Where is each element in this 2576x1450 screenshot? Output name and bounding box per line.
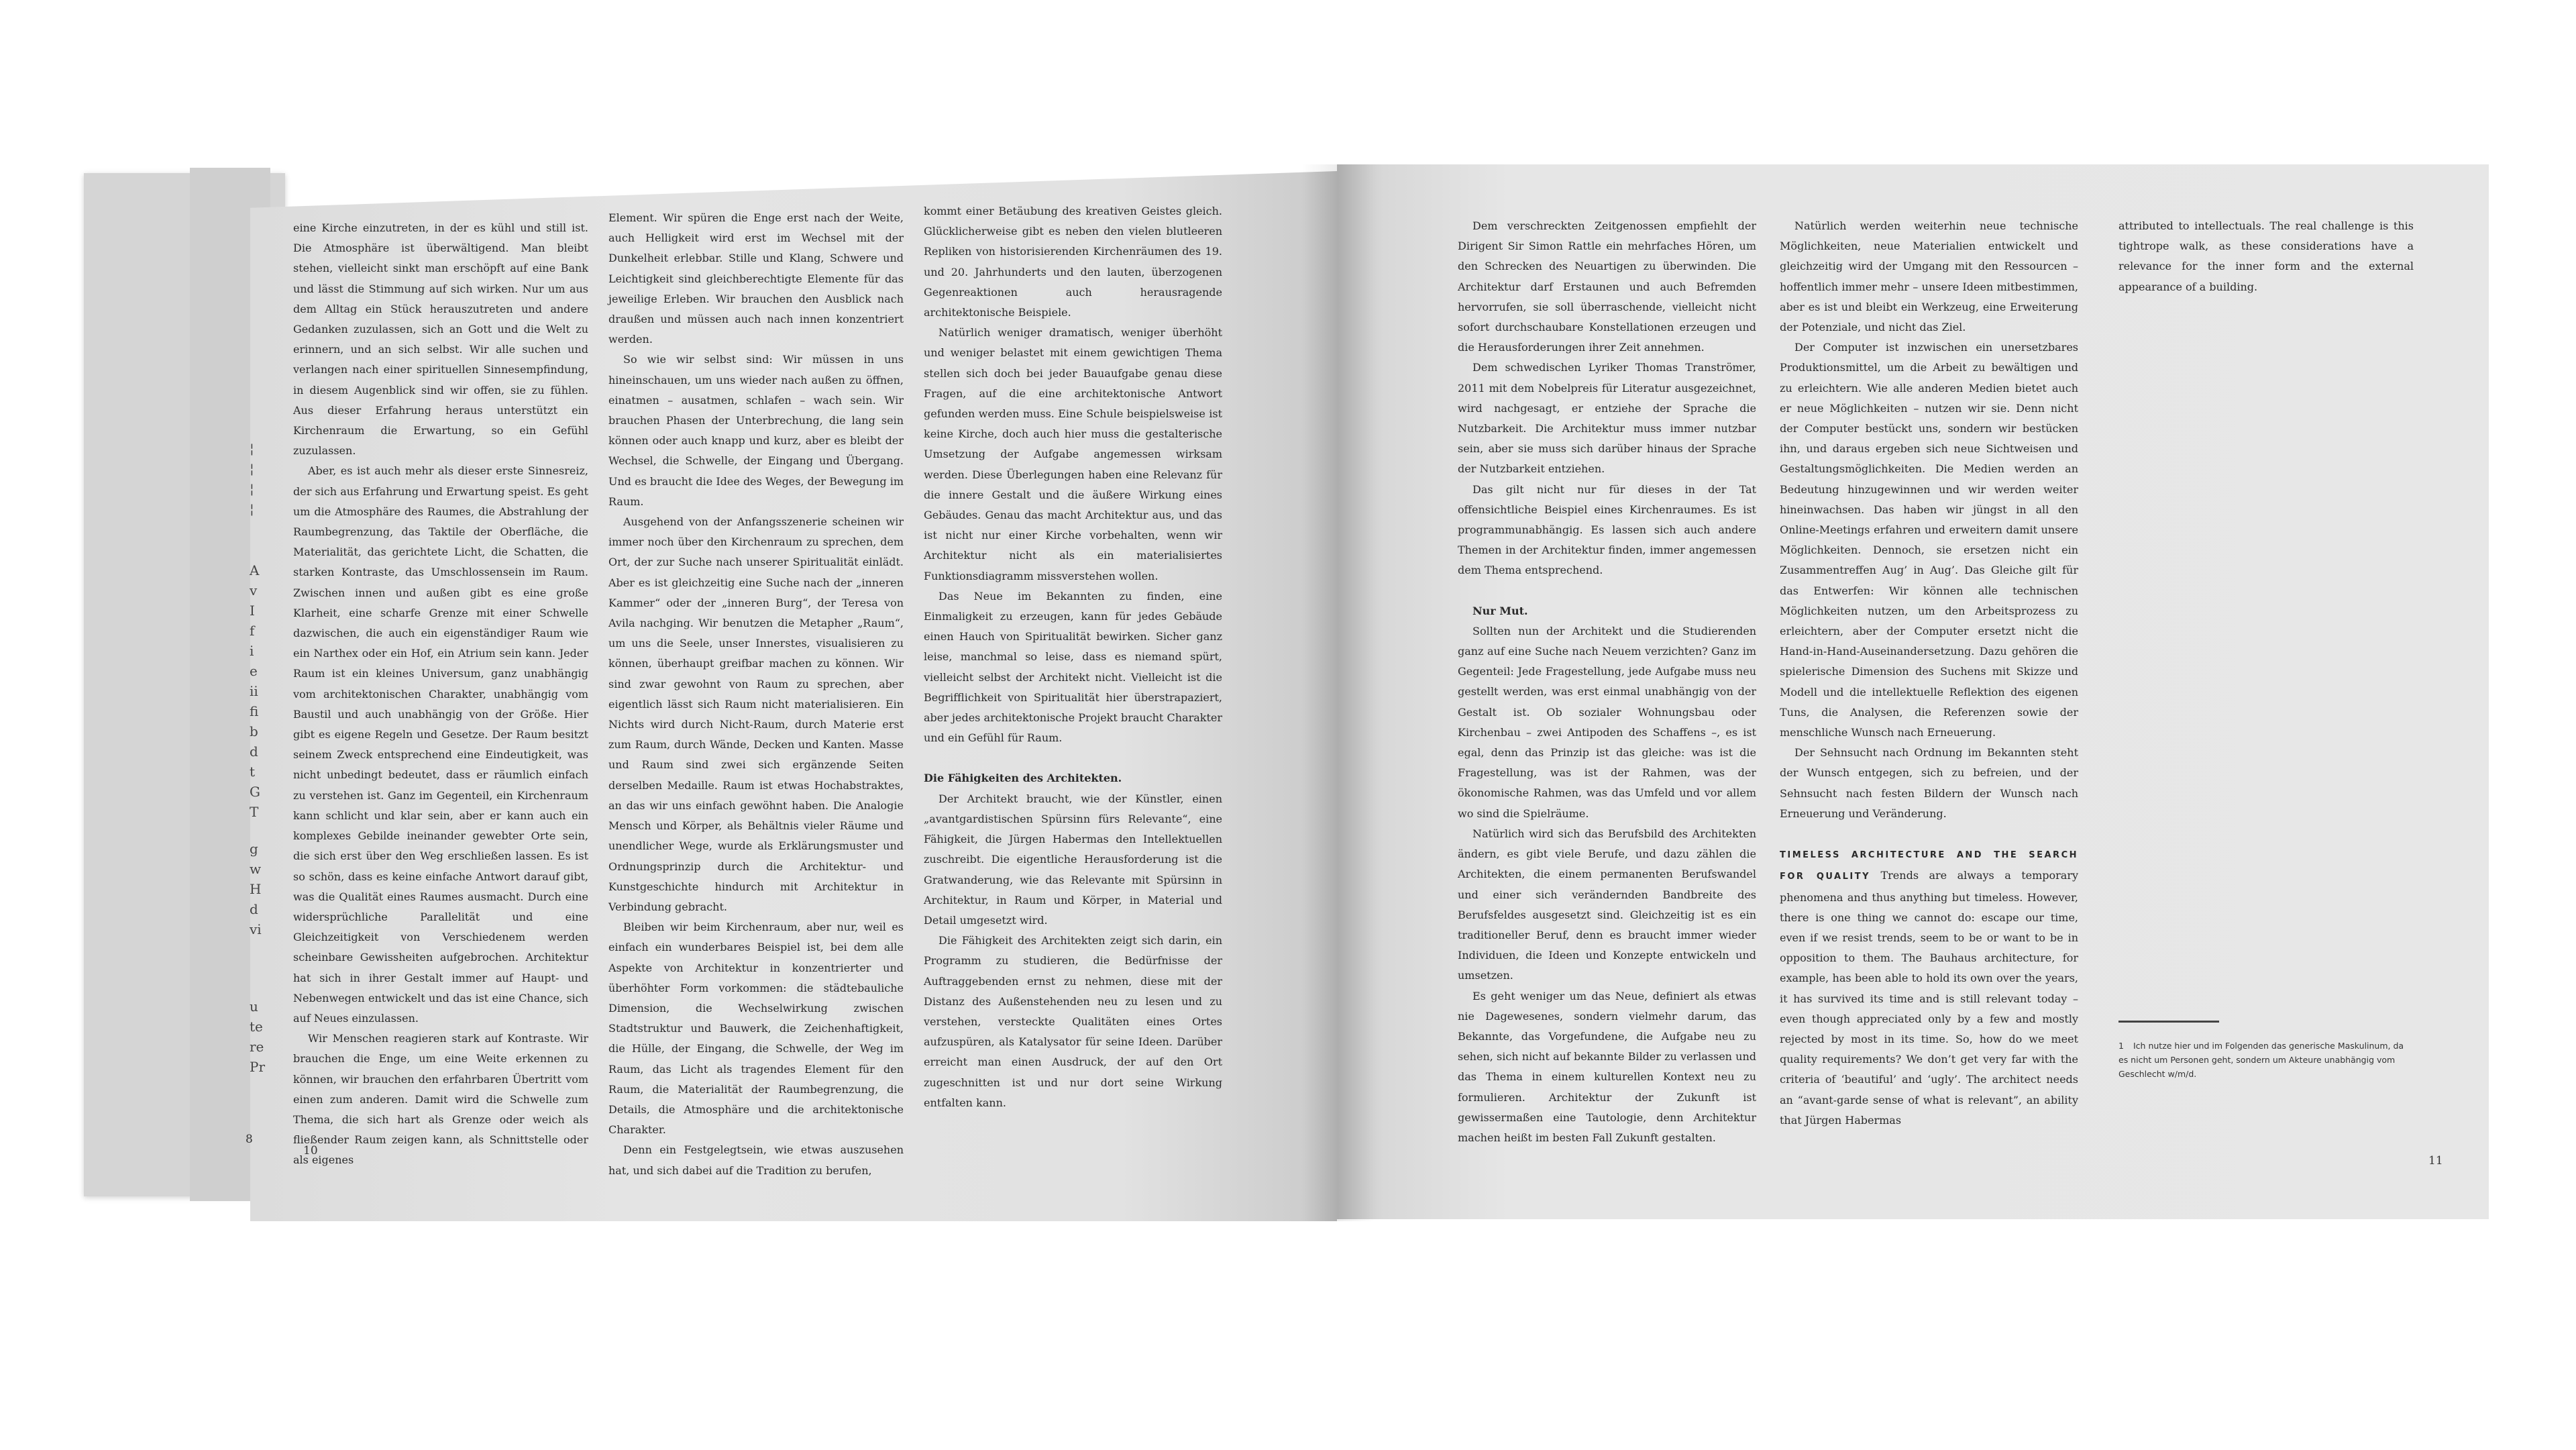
paragraph: Natürlich wird sich das Berufsbild des Architekten ändern, es gibt viele Berufe, und dazu zählen die Architekten, die einem permanenten Berufswandel und einer sich verändernden Bandbreite des Berufsfeldes ausgesetzt sind. Gleichzeitig ist es ein traditioneller Beruf, denn es braucht immer wieder Individuen, die Ideen und Konzepte entwickeln und umsetzen. <box>1458 827 1756 982</box>
under-page-fragment: ¦ <box>250 501 254 517</box>
under-page-fragment: w <box>250 861 262 877</box>
page-number-right: 11 <box>2428 1154 2443 1168</box>
paragraph: Die Fähigkeit des Architekten zeigt sich darin, ein Programm zu studieren, die Bedürfnisse der Auftraggebenden ernst zu nehmen, diese mit der Distanz des Außenstehenden neu zu lesen und zu verstehen, versteckte Qualitäten eines Ortes aufzuspüren, als Katalysator für seine Ideen. Darüber erreicht man einen Ausdruck, der auf den Ort zugeschnitten ist und nur dort seine Wirkung entfalten kann. <box>924 934 1222 1109</box>
paragraph: Dem schwedischen Lyriker Thomas Tranströmer, 2011 mit dem Nobelpreis für Literatur ausgezeichnet, wird nachgesagt, er entziehe der Sprache die Nutzbarkeit. Die Architektur muss immer nutzbar sein, aber sie muss sich darüber hinaus der Sprache der Nutzbarkeit entziehen. <box>1458 361 1756 476</box>
under-page-fragment: i <box>250 643 254 659</box>
paragraph: Aber, es ist auch mehr als dieser erste Sinnesreiz, der sich aus Erfahrung und Erwartung speist. Es geht um die Atmosphäre des Raumes, die Abstrahlung der Raumbegrenzung, das Taktile der Oberfläche, die Materialität, das gerichtete Licht, die Schatten, die starken Kontraste, das Umschlossensein im Raum. Zwischen innen und außen gibt es eine große Klarheit, eine scharfe Grenze mit einer Schwelle dazwischen, die auch ein eigenständiger Raum wie ein Narthex oder ein Hof, ein Atrium sein kann. Jeder Raum ist ein kleines Universum, ganz unabhängig vom architektonischen Charakter, unabhängig vom Baustil und auch unabhängig von der Größe. Hier gibt es eigene Regeln und Gesetze. Der Raum besitzt seinem Zweck entsprechend eine Eindeutigkeit, was nicht unbedingt bedeutet, dass er räumlich einfach zu verstehen ist. Ganz im Gegenteil, ein Kirchenraum kann schlicht und klar sein, aber er kann auch ein komplexes Gebilde ineinander gewebter Orte sein, die sich erst über den Weg erschließen lassen. Es ist so schön, dass es keine einfache Antwort darauf gibt, was die Qualität eines Raumes ausmacht. Durch eine widersprüchliche Parallelität und eine Gleichzeitigkeit von Verschiedenem werden scheinbare Gewissheiten aufgebrochen. Architektur hat sich in ihrer Gestalt immer auf Haupt- und Nebenwegen entwickelt und das ist eine Chance, sich auf Neues einzulassen. <box>293 464 588 1025</box>
paragraph: Ausgehend von der Anfangsszenerie scheinen wir immer noch über den Kirchenraum zu sprechen, dem Ort, der zur Suche nach unserer Spiritualität einlädt. Aber es ist gleichzeitig eine Suche nach der „inneren Kammer“ oder der „inneren Burg“, der Teresa von Avila nachging. Wir benutzen die Metapher „Raum“, um uns die Seele, unser Innerstes, visualisieren zu können, überhaupt greifbar machen zu können. Wir sind zwar gewohnt von Raum zu sprechen, aber eigentlich lässt sich Raum nicht materialisieren. Ein Nichts wird durch Nicht-Raum, durch Materie erst zum Raum, durch Wände, Decken und Kanten. Masse und Raum sind zwei sich ergänzende Seiten derselben Medaille. Raum ist etwas Hochabstraktes, an das wir uns einfach gewöhnt haben. Die Analogie Mensch und Körper, als Behältnis vieler Räume und unendlicher Wege, wurde als Erklärungsmuster und Ordnungsprinzip durch die Architektur- und Kunstgeschichte hindurch mit Architektur in Verbindung gebracht. <box>608 515 904 913</box>
under-page-fragment: t <box>250 764 256 780</box>
paragraph: Wir Menschen reagieren stark auf Kontraste. Wir brauchen die Enge, um eine Weite erkennen zu können, wir brauchen den erfahrbaren Übertritt vom einen zum anderen. Damit wird die Schwelle zum Thema, die sich hart als Grenze oder weich als fließender Raum zeigen kann, als Schnittstelle oder als eigenes <box>293 1032 588 1167</box>
page-number-left: 10 <box>303 1144 318 1157</box>
under-page-fragment: e <box>250 663 258 679</box>
section-heading: Nur Mut. <box>1472 604 1528 617</box>
paragraph: Es geht weniger um das Neue, definiert als etwas nie Dagewesenes, sondern vielmehr darum, das Bekannte, das Vorgefundene, die Aufgabe neu zu sehen, sich nicht auf bekannte Bilder zu verlassen und das Thema in einem kulturellen Kontext neu zu formulieren. Architektur der Zukunft ist gewissermaßen eine Tautologie, denn Architektur machen heißt im besten Fall Zukunft gestalten. <box>1458 989 1756 1144</box>
under-page-fragment: I <box>250 603 255 619</box>
paragraph: Der Computer ist inzwischen ein unersetzbares Produktionsmittel, um die Arbeit zu bewältigen und zu erleichtern. Wie alle anderen Medien bietet auch er neue Möglichkeiten – nutzen wir sie. Denn nicht der Computer bestückt uns, sondern wir bestücken ihn, und daraus ergeben sich neue Sichtweisen und Gestaltungsmöglichkeiten. Die Medien werden an Bedeutung hinzugewinnen und wir werden weiter hineinwachsen. Das haben wir jüngst in all den Online-Meetings erfahren und erweitern damit unsere Möglichkeiten. Dennoch, sie ersetzen nicht ein Zusammentreffen Aug’ in Aug’. Das Gleiche gilt für das Entwerfen: Wir können alle technischen Möglichkeiten nutzen, um den Arbeitsprozess zu erleichtern, aber der Computer ersetzt nicht die Hand-in-Hand-Auseinandersetzung. Dazu gehören die spielerische Dimension des Suchens mit Skizze und Modell und die intellektuelle Reflektion des eigenen Tuns, die Analysen, die Referenzen sowie der menschliche Wunsch nach Erneuerung. <box>1780 341 2078 739</box>
paragraph: attributed to intellectuals. The real challenge is this tightrope walk, as these considerations have a relevance for the inner form and the external appearance of a building. <box>2118 219 2414 293</box>
paragraph: Bleiben wir beim Kirchenraum, aber nur, weil es einfach ein wunderbares Beispiel ist, bei dem alle Aspekte von Architektur in konzentrierter und überhöhter Form vorkommen: die städtebauliche Dimension, die Wechselwirkung zwischen Stadtstruktur und Bauwerk, die Zeichenhaftigkeit, die Hülle, der Eingang, die Schwelle, der Weg im Raum, das Licht als tragendes Element für den Raum, die Materialität der Raumbegrenzung, die Details, die Atmosphäre und die architektonische Charakter. <box>608 921 904 1137</box>
under-page-fragment: g <box>250 841 258 857</box>
paragraph: Der Sehnsucht nach Ordnung im Bekannten steht der Wunsch entgegen, sich zu befreien, und der Sehnsucht nach festen Bildern der Wunsch nach Erneuerung und Veränderung. <box>1780 746 2078 820</box>
text-column-4 <box>1458 216 1756 1148</box>
english-paragraph: Trends are always a temporary phenomena and thus anything but timeless. However, there is one thing we cannot do: escape our time, even if we resist trends, seem to be or want to be in opposition to them. The Bauhaus architecture, for example, has been able to hold its own over the years, it has survived its time and is still relevant today – even though appreciated only by a few and mostly rejected by most in its time. So, how do we meet quality requirements? We don’t get very far with the criteria of ‘beautiful’ and ‘ugly’. The architect needs an “avant-garde sense of what is relevant”, an ability that Jürgen Habermas <box>1780 869 2079 1127</box>
under-page-fragment: u <box>250 998 258 1015</box>
text-column-3 <box>924 201 1222 1113</box>
under-page-fragment: T <box>250 804 259 820</box>
paragraph: Natürlich weniger dramatisch, weniger überhöht und weniger belastet mit einem gewichtigen Thema stellen sich doch bei jeder Bauaufgabe genau diese Fragen, auf die eine architektonische Antwort gefunden werden muss. Eine Schule beispielsweise ist keine Kirche, doch auch hier muss die gestalterische Umsetzung der Aufgabe angemessen wirksam werden. Diese Überlegungen haben eine Relevanz für die innere Gestalt und die äußere Wirkung eines Gebäudes. Genau das macht Architektur aus, und das ist nicht nur einer Kirche vorbehalten, wenn wir Architektur nicht als ein materialisiertes Funktionsdiagramm missverstehen wollen. <box>924 326 1222 582</box>
under-page-fragment: ¦ <box>250 460 254 476</box>
paragraph: So wie wir selbst sind: Wir müssen in uns hineinschauen, um uns wieder nach außen zu öffnen, einatmen – ausatmen, schlafen – wach sein. Wir brauchen Phasen der Unterbrechung, die lang sein können oder auch knapp und kurz, aber es bleibt der Wechsel, die Schwelle, der Eingang und Übergang. Und es braucht die Idee des Weges, der Bewegung im Raum. <box>608 353 904 508</box>
under-page-fragment: ¦ <box>250 480 254 497</box>
footnote-text: Ich nutze hier und im Folgenden das generische Maskulinum, da es nicht um Personen geht, sondern um Akteure unabhängig vom Geschlecht w/m/d. <box>2118 1041 2404 1079</box>
paragraph: Das Neue im Bekannten zu finden, eine Einmaligkeit zu erzeugen, kann für jedes Gebäude einen Hauch von Spiritualität bewirken. Sicher ganz leise, manchmal so leise, dass es niemand spürt, vielleicht selbst der Architekt nicht. Vielleicht ist die Begrifflichkeit von Spiritualität hier überstrapaziert, aber jedes architektonische Projekt braucht Charakter und ein Gefühl für Raum. <box>924 589 1222 745</box>
paragraph <box>1780 844 2078 1131</box>
under-page-fragment: ii <box>250 683 258 699</box>
english-section-heading: TIMELESS ARCHITECTURE AND THE SEARCH FOR QUALITY <box>1780 850 2078 882</box>
under-page-fragment: H <box>250 881 262 897</box>
paragraph: eine Kirche einzutreten, in der es kühl und still ist. Die Atmosphäre ist überwältigend. Man bleibt stehen, vielleicht sinkt man erschöpft auf eine Bank und lässt die Stimmung auf sich wirken. Nur um aus dem Alltag ein Stück herauszutreten und andere Gedanken zuzulassen, sich an Gott und die Welt zu erinnern, und an sich selbst. Wir alle suchen und verlangen nach einer spirituellen Sinnesempfindung, in diesem Augenblick sind wir offen, sie zu fühlen. Aus dieser Erfahrung heraus unterstützt ein Kirchenraum die Erwartung, so ein Gefühl zuzulassen. <box>293 221 588 458</box>
section-heading: Die Fähigkeiten des Architekten. <box>924 772 1122 785</box>
paragraph: Der Architekt braucht, wie der Künstler, einen „avantgardistischen Spürsinn fürs Relevante“, eine Fähigkeit, die Jürgen Habermas den Intellektuellen zuschreibt. Die eigentliche Herausforderung ist die Gratwanderung, wie das Relevante mit Spürsinn in Architektur, in Raum und Körper, in Material und Detail umgesetzt wird. <box>924 792 1222 927</box>
paragraph: kommt einer Betäubung des kreativen Geistes gleich. Glücklicherweise gibt es neben den vielen blutleeren Repliken von historisierenden Kirchenräumen des 19. und 20. Jahrhunderts und den lauten, überzogenen Gegenreaktionen auch herausragende architektonische Beispiele. <box>924 205 1222 319</box>
under-page-fragment: Pr <box>250 1059 266 1075</box>
page-number-under: 8 <box>246 1133 253 1146</box>
under-page-fragment: te <box>250 1019 263 1035</box>
text-column-6 <box>2118 216 2414 297</box>
under-page-fragment: f <box>250 623 255 639</box>
under-page-fragment: d <box>250 901 258 917</box>
under-page-fragment: fi <box>250 703 259 719</box>
under-page-fragment: A <box>250 562 260 578</box>
under-page-fragment: v <box>250 582 258 599</box>
paragraph: Dem verschreckten Zeitgenossen empfiehlt der Dirigent Sir Simon Rattle ein mehrfaches Hören, um den Schrecken des Neuartigen zu überwinden. Die Architektur darf Erstaunen und auch Befremden hervorrufen, sie soll überraschende, vielleicht nicht sofort durchschaubare Konstellationen erzeugen und die Herausforderungen ihrer Zeit annehmen. <box>1458 219 1756 354</box>
paragraph: Denn ein Festgelegtsein, wie etwas auszusehen hat, und sich dabei auf die Tradition zu berufen, <box>608 1143 904 1177</box>
under-page-fragment: re <box>250 1039 264 1055</box>
under-page-fragment: vi <box>250 921 262 937</box>
under-page-fragment: ¦ <box>250 440 254 456</box>
book-gutter <box>1301 164 1375 1221</box>
paragraph: Das gilt nicht nur für dieses in der Tat offensichtliche Beispiel eines Kirchenraumes. Es ist programmunabhängig. Es lassen sich auch andere Themen in der Architektur finden, immer angemessen dem Thema entsprechend. <box>1458 482 1756 577</box>
text-column-2 <box>608 208 904 1181</box>
under-page-fragment: G <box>250 784 260 800</box>
text-column-1 <box>293 218 588 1171</box>
footnote-rule <box>2118 1021 2219 1023</box>
footnote-number: 1 <box>2118 1041 2124 1051</box>
paragraph: Sollten nun der Architekt und die Studierenden ganz auf eine Suche nach Neuem verzichten? Ganz im Gegenteil: Jede Fragestellung, jede Aufgabe muss neu gestellt werden, was erst einmal unabhängig von der Gestalt ist. Ob sozialer Wohnungsbau oder Kirchenbau – zwei Antipoden des Schaffens –, es ist egal, denn das Prinzip ist das gleiche: was ist die Fragestellung, was ist der Rahmen, was der ökonomische Rahmen, was das Umfeld und vor allem wo sind die Spielräume. <box>1458 624 1756 820</box>
paragraph: Natürlich werden weiterhin neue technische Möglichkeiten, neue Materialien entwickelt und gleichzeitig wird der Umgang mit den Ressourcen – hoffentlich immer mehr – unsere Ideen mitbestimmen, aber es ist und bleibt ein Werkzeug, eine Erweiterung der Potenziale, und nicht das Ziel. <box>1780 219 2078 334</box>
footnote <box>2118 1039 2414 1081</box>
under-page-fragment: d <box>250 743 258 760</box>
under-page-fragment: b <box>250 723 258 739</box>
paragraph: Element. Wir spüren die Enge erst nach der Weite, auch Helligkeit wird erst im Wechsel mit der Dunkelheit erlebbar. Stille und Klang, Schwere und Leichtigkeit sind gleichberechtigte Elemente für das jeweilige Erleben. Wir brauchen den Ausblick nach draußen und müssen auch nach innen konzentriert werden. <box>608 211 904 346</box>
text-column-5 <box>1780 216 2078 1131</box>
